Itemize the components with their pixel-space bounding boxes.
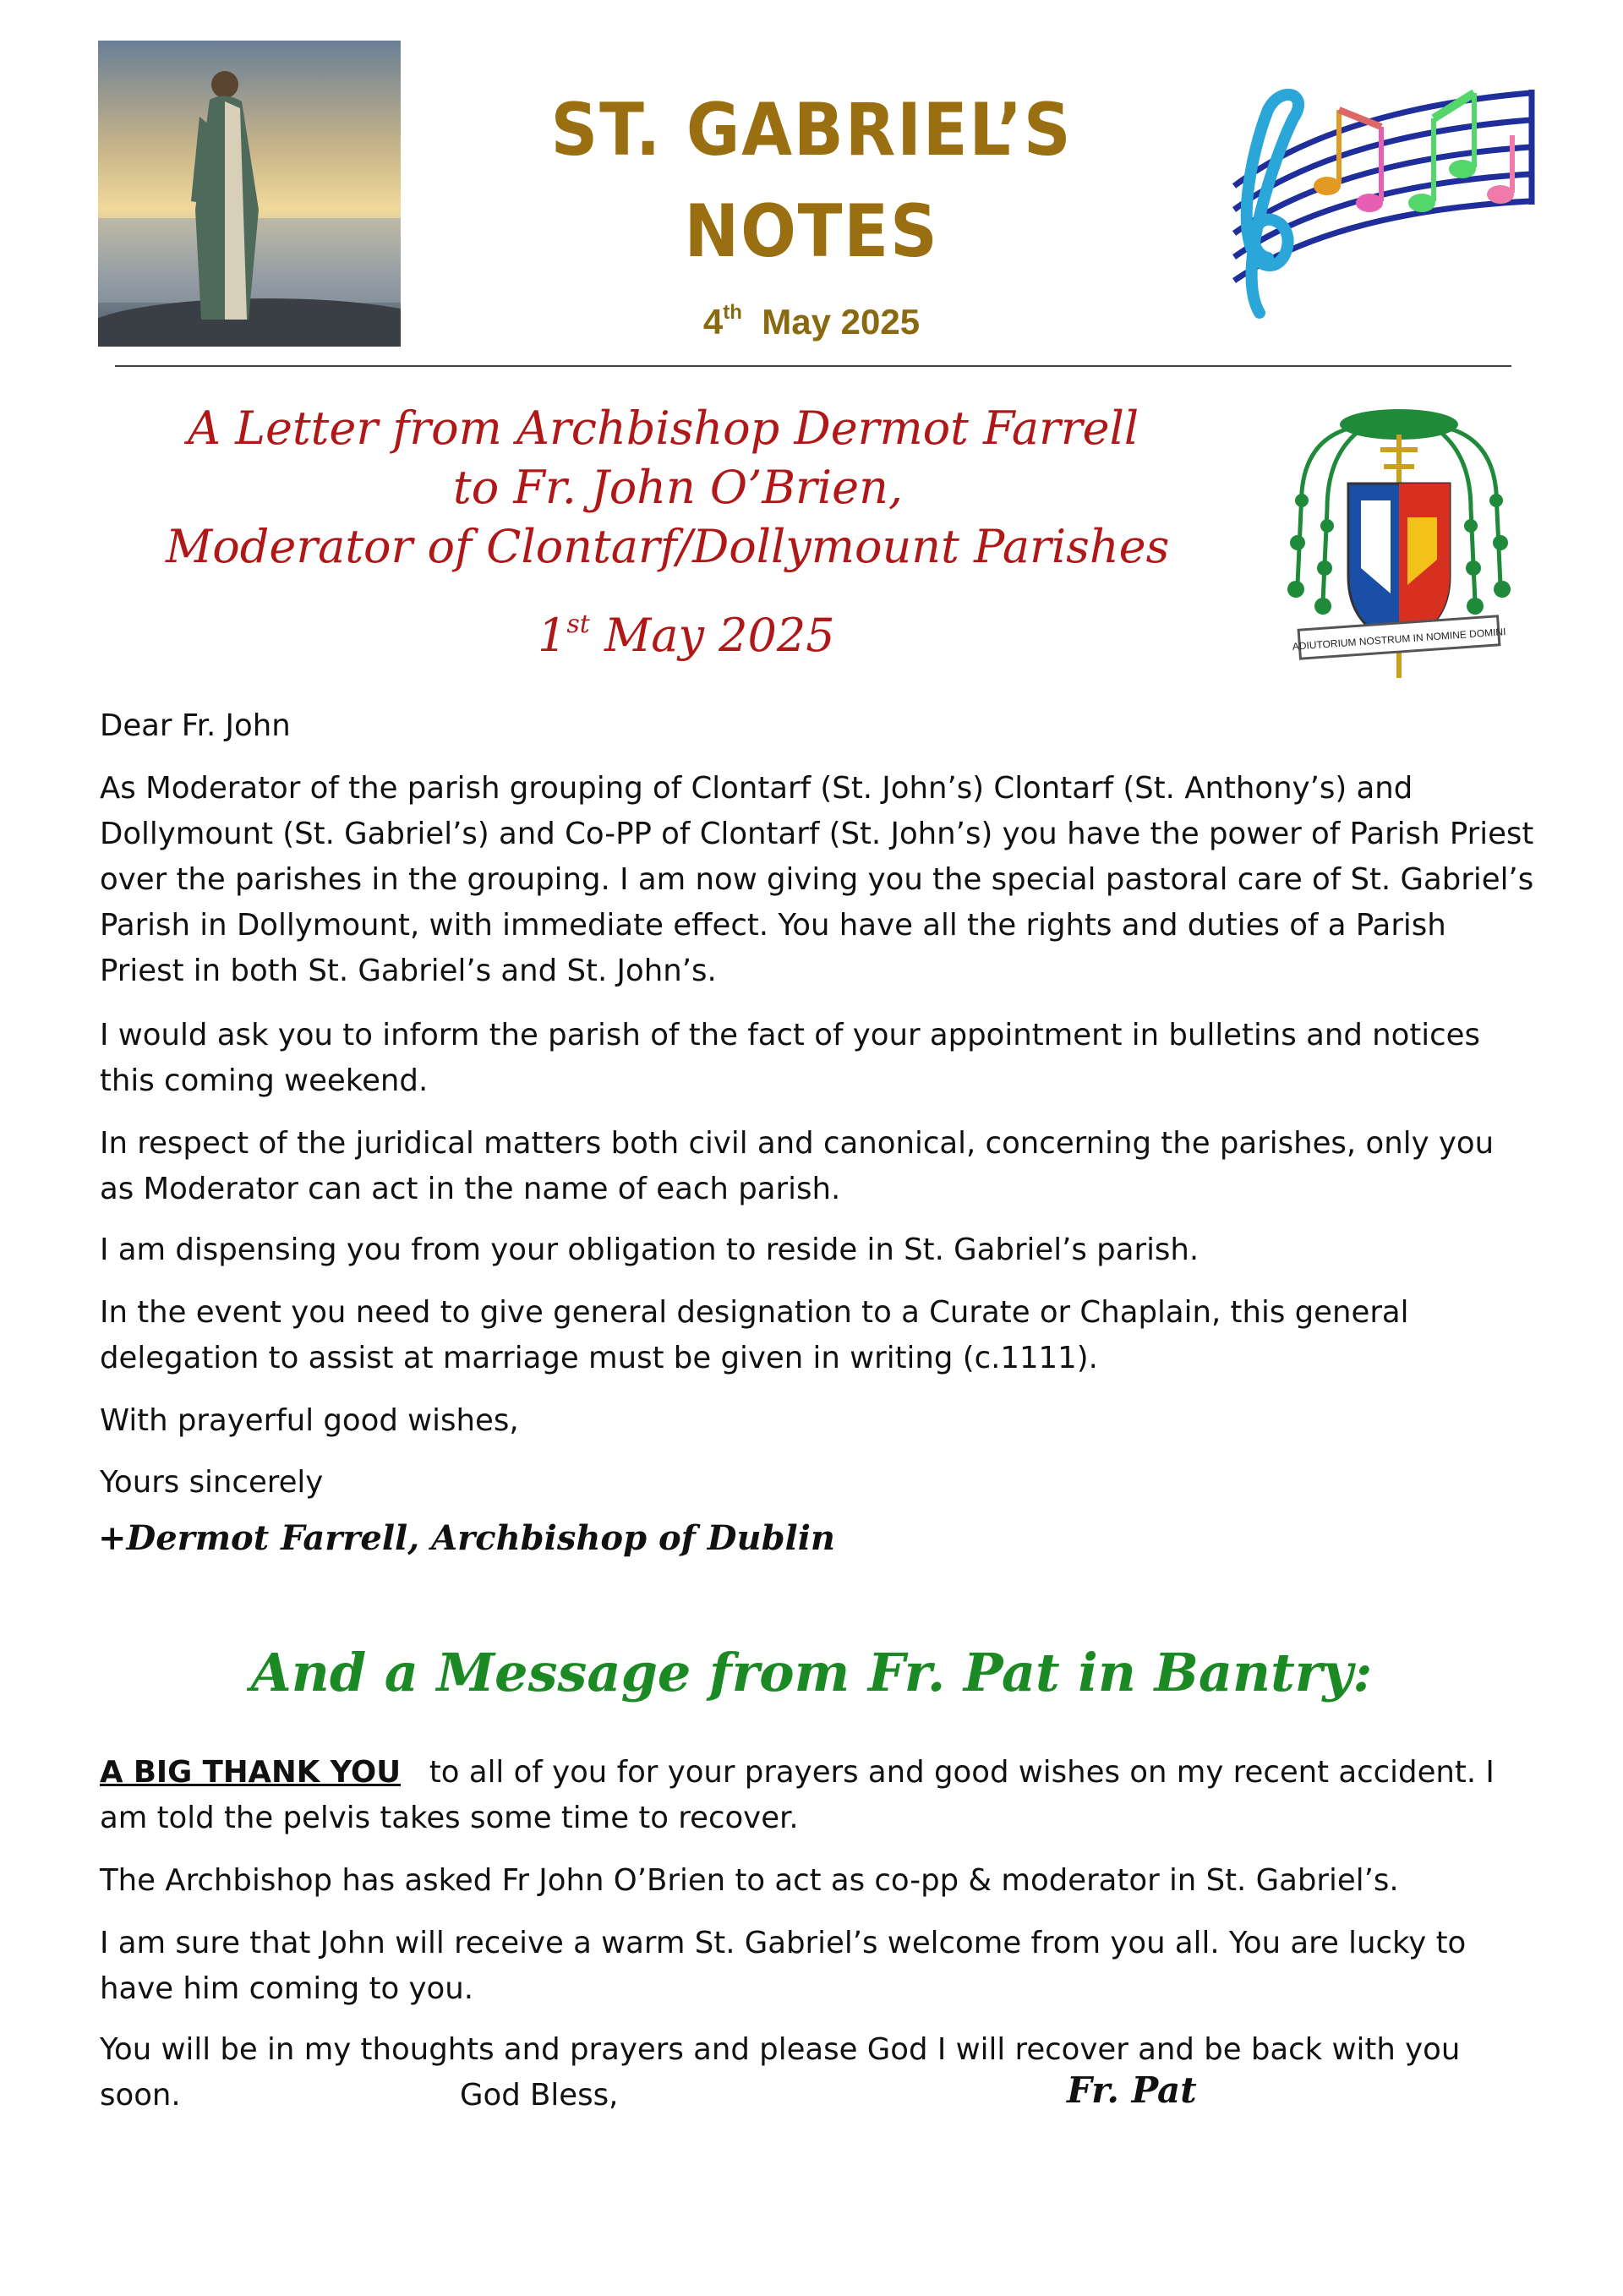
- letter-paragraph-5: In the event you need to give general designation to a Curate or Chaplain, this general delegation to assist at marriage must be given in writing (c.1111).: [100, 1295, 1409, 1375]
- message-heading: And a Message from Fr. Pat in Bantry:: [250, 1642, 1373, 1703]
- letter-title-line3: Moderator of Clontarf/Dollymount Parishes: [166, 520, 1170, 573]
- letter-date: 1st May 2025: [538, 609, 835, 662]
- letter-salutation: Dear Fr. John: [100, 708, 291, 743]
- message-paragraph-3: I am sure that John will receive a warm St. Gabriel’s welcome from you all. You are lucky to have him coming to you.: [100, 1926, 1467, 2006]
- archbishop-coat-of-arms-image: [1281, 391, 1517, 688]
- letter-title-line2: to Fr. John O’Brien,: [453, 461, 904, 514]
- letter-title-line1: A Letter from Archbishop Dermot Farrell: [188, 402, 1139, 455]
- jesus-by-sea-image: [98, 41, 401, 347]
- letter-closing-sincerely: Yours sincerely: [100, 1465, 324, 1500]
- header-divider: [115, 365, 1511, 367]
- message-paragraph-1: A BIG THANK YOU to all of you for your prayers and good wishes on my recent accident. I am told the pelvis takes some time to recover.: [100, 1755, 1495, 1835]
- newsletter-title-line1: ST. GABRIEL’S: [550, 88, 1073, 172]
- message-paragraph-4: You will be in my thoughts and prayers and please God I will recover and be back with you soon.: [100, 2032, 1461, 2113]
- message-paragraph-2: The Archbishop has asked Fr John O’Brien to act as co-pp & moderator in St. Gabriel’s.: [100, 1863, 1399, 1898]
- music-notes-image: [1200, 59, 1538, 338]
- issue-date: 4th May 2025: [702, 301, 921, 342]
- newsletter-title-line2: NOTES: [684, 189, 939, 274]
- fr-pat-signature: Fr. Pat: [1067, 2069, 1197, 2111]
- letter-paragraph-1: As Moderator of the parish grouping of Clontarf (St. John’s) Clontarf (St. Anthony’s) and Dollymount (St. Gabriel’s) and Co-PP of Clontarf (St. John’s) you have the power of Parish Priest over the parishes in the grouping. I am now giving you the special pastoral care of St. Gabriel’s Parish in Dollymount, with immediate effect. You have all the rights and duties of a Parish Priest in both St. Gabriel’s and St. John’s.: [100, 771, 1534, 988]
- thank-you-lead: A BIG THANK YOU: [100, 1755, 402, 1790]
- crest-motto: ADIUTORIUM NOSTRUM IN NOMINE DOMINI: [1292, 626, 1506, 653]
- god-bless: God Bless,: [460, 2078, 619, 2113]
- archbishop-signature: +Dermot Farrell, Archbishop of Dublin: [98, 1518, 836, 1558]
- letter-closing-wishes: With prayerful good wishes,: [100, 1403, 519, 1438]
- letter-paragraph-4: I am dispensing you from your obligation to reside in St. Gabriel’s parish.: [100, 1233, 1199, 1267]
- letter-paragraph-3: In respect of the juridical matters both civil and canonical, concerning the parishes, only you as Moderator can act in the name of each parish.: [100, 1126, 1495, 1206]
- letter-paragraph-2: I would ask you to inform the parish of the fact of your appointment in bulletins and notices this coming weekend.: [100, 1018, 1481, 1098]
